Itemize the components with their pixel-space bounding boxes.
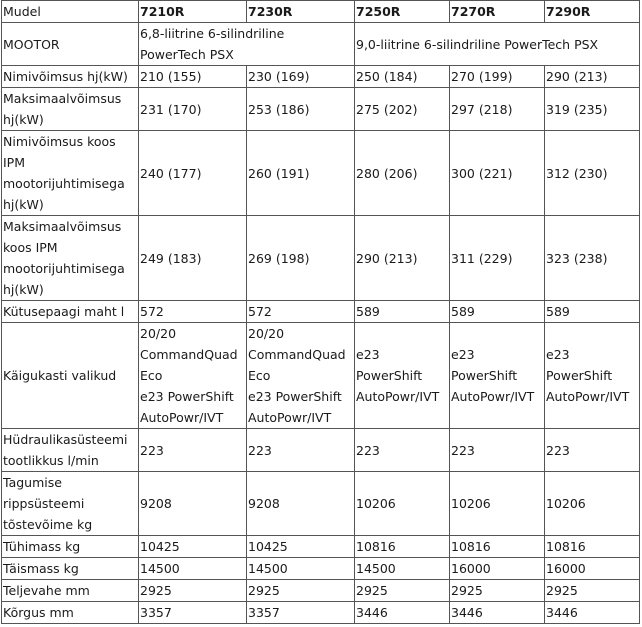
- cell-value: 16000: [545, 558, 640, 580]
- gearbox-line: 20/20: [248, 326, 285, 341]
- spec-row: [2, 472, 640, 536]
- cell-value: 323 (238): [545, 216, 640, 301]
- cell-value: 300 (221): [450, 131, 545, 216]
- model-header-7270r: 7270R: [450, 1, 545, 23]
- gearbox-line: e23: [356, 347, 380, 362]
- row-label: Maksimaalvõimsus koos IPM mootorijuhtimisega hj(kW): [2, 216, 139, 301]
- gearbox-line: AutoPowr/IVT: [546, 389, 630, 404]
- spec-row: [2, 131, 640, 216]
- cell-value: 270 (199): [450, 66, 545, 88]
- row-label: Kõrgus mm: [2, 602, 139, 624]
- engine-label: MOOTOR: [2, 23, 139, 66]
- cell-value: 223: [545, 429, 640, 472]
- model-header-7210r: 7210R: [139, 1, 247, 23]
- cell-value: 210 (155): [139, 66, 247, 88]
- gearbox-line: e23: [546, 347, 570, 362]
- gearbox-line: PowerShift: [546, 368, 613, 383]
- cell-value: 572: [139, 301, 247, 323]
- gearbox-line: PowerShift: [356, 368, 423, 383]
- gearbox-line: AutoPowr/IVT: [451, 389, 535, 404]
- cell-value: 10816: [355, 536, 450, 558]
- cell-value: 2925: [450, 580, 545, 602]
- spec-row: [2, 536, 640, 558]
- header-row: [2, 1, 640, 23]
- cell-value: 10206: [545, 472, 640, 536]
- cell-value: 2925: [139, 580, 247, 602]
- gearbox-line: e23: [451, 347, 475, 362]
- model-header-7250r: 7250R: [355, 1, 450, 23]
- spec-row: [2, 429, 640, 472]
- cell-value: 275 (202): [355, 88, 450, 131]
- row-label: Tagumise rippsüsteemi tõstevõime kg: [2, 472, 139, 536]
- gearbox-cell: [450, 323, 545, 429]
- cell-value: 14500: [355, 558, 450, 580]
- gearbox-line: 20/20: [140, 326, 177, 341]
- spec-row: [2, 602, 640, 624]
- row-label: Nimivõimsus koos IPM mootorijuhtimisega hj(kW): [2, 131, 139, 216]
- gearbox-line: CommandQuad: [248, 347, 346, 362]
- cell-value: 3446: [355, 602, 450, 624]
- cell-value: 14500: [247, 558, 355, 580]
- gearbox-line: CommandQuad: [140, 347, 238, 362]
- gearbox-line: PowerShift: [451, 368, 518, 383]
- cell-value: 10425: [247, 536, 355, 558]
- cell-value: 572: [247, 301, 355, 323]
- cell-value: 589: [355, 301, 450, 323]
- gearbox-line: Eco: [140, 368, 163, 383]
- engine-small: 6,8-liitrine 6-silindriline PowerTech PSX: [139, 23, 355, 66]
- cell-value: 2925: [247, 580, 355, 602]
- row-label: Nimivõimsus hj(kW): [2, 66, 139, 88]
- cell-value: 290 (213): [355, 216, 450, 301]
- spec-row: [2, 66, 640, 88]
- spec-row: [2, 558, 640, 580]
- cell-value: 290 (213): [545, 66, 640, 88]
- spec-row: [2, 301, 640, 323]
- cell-value: 231 (170): [139, 88, 247, 131]
- engine-row: [2, 23, 640, 66]
- gearbox-label: Käigukasti valikud: [2, 323, 139, 429]
- spec-row: [2, 580, 640, 602]
- row-label: Maksimaalvõimsus hj(kW): [2, 88, 139, 131]
- cell-value: 223: [247, 429, 355, 472]
- gearbox-line: AutoPowr/IVT: [356, 389, 440, 404]
- cell-value: 9208: [139, 472, 247, 536]
- gearbox-line: e23 PowerShift: [248, 389, 342, 404]
- row-label: Täismass kg: [2, 558, 139, 580]
- cell-value: 9208: [247, 472, 355, 536]
- cell-value: 3446: [545, 602, 640, 624]
- cell-value: 14500: [139, 558, 247, 580]
- cell-value: 589: [450, 301, 545, 323]
- cell-value: 250 (184): [355, 66, 450, 88]
- engine-large: 9,0-liitrine 6-silindriline PowerTech PSX: [355, 23, 640, 66]
- row-label: Tühimass kg: [2, 536, 139, 558]
- cell-value: 312 (230): [545, 131, 640, 216]
- cell-value: 2925: [545, 580, 640, 602]
- cell-value: 297 (218): [450, 88, 545, 131]
- header-label: Mudel: [2, 1, 139, 23]
- model-header-7230r: 7230R: [247, 1, 355, 23]
- gearbox-cell: [355, 323, 450, 429]
- gearbox-line: AutoPowr/IVT: [140, 410, 224, 425]
- row-label: Hüdraulikasüsteemi tootlikkus l/min: [2, 429, 139, 472]
- cell-value: 230 (169): [247, 66, 355, 88]
- cell-value: 10206: [450, 472, 545, 536]
- cell-value: 240 (177): [139, 131, 247, 216]
- spec-row: [2, 216, 640, 301]
- cell-value: 260 (191): [247, 131, 355, 216]
- cell-value: 311 (229): [450, 216, 545, 301]
- cell-value: 10816: [450, 536, 545, 558]
- cell-value: 3357: [247, 602, 355, 624]
- model-header-7290r: 7290R: [545, 1, 640, 23]
- spec-row: [2, 88, 640, 131]
- cell-value: 589: [545, 301, 640, 323]
- cell-value: 3357: [139, 602, 247, 624]
- cell-value: 2925: [355, 580, 450, 602]
- cell-value: 10816: [545, 536, 640, 558]
- row-label: Kütusepaagi maht l: [2, 301, 139, 323]
- spec-table: [1, 0, 640, 624]
- cell-value: 319 (235): [545, 88, 640, 131]
- gearbox-cell: [545, 323, 640, 429]
- row-label: Teljevahe mm: [2, 580, 139, 602]
- cell-value: 16000: [450, 558, 545, 580]
- cell-value: 280 (206): [355, 131, 450, 216]
- cell-value: 269 (198): [247, 216, 355, 301]
- cell-value: 10425: [139, 536, 247, 558]
- gearbox-cell: [139, 323, 247, 429]
- gearbox-line: AutoPowr/IVT: [248, 410, 332, 425]
- cell-value: 223: [450, 429, 545, 472]
- gearbox-cell: [247, 323, 355, 429]
- cell-value: 223: [355, 429, 450, 472]
- gearbox-line: e23 PowerShift: [140, 389, 234, 404]
- cell-value: 3446: [450, 602, 545, 624]
- cell-value: 249 (183): [139, 216, 247, 301]
- cell-value: 223: [139, 429, 247, 472]
- cell-value: 253 (186): [247, 88, 355, 131]
- gearbox-row: [2, 323, 640, 429]
- gearbox-line: Eco: [248, 368, 271, 383]
- cell-value: 10206: [355, 472, 450, 536]
